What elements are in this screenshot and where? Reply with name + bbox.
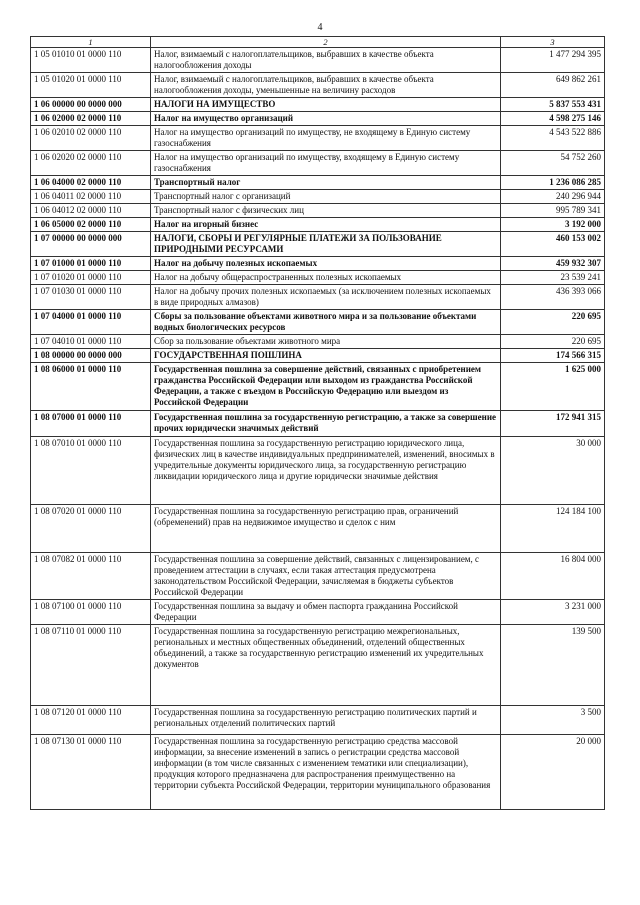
- revenue-amount: 54 752 260: [501, 151, 605, 176]
- revenue-code: 1 07 04010 01 0000 110: [31, 334, 151, 348]
- column-number-1: 1: [31, 37, 151, 48]
- revenue-amount: 139 500: [501, 624, 605, 705]
- revenue-code: 1 06 05000 02 0000 110: [31, 218, 151, 232]
- revenue-code: 1 06 02010 02 0000 110: [31, 126, 151, 151]
- revenue-code: 1 07 01030 01 0000 110: [31, 284, 151, 309]
- revenue-code: 1 08 07010 01 0000 110: [31, 436, 151, 504]
- table-header-row: [31, 37, 605, 48]
- revenue-code: 1 05 01010 01 0000 110: [31, 48, 151, 73]
- revenue-name: Налог, взимаемый с налогоплательщиков, выбравших в качестве объекта налогообложения доходы, уменьшенные на величину расходов: [151, 73, 501, 98]
- revenue-code: 1 08 00000 00 0000 000: [31, 348, 151, 362]
- table-row: [31, 504, 605, 552]
- revenue-amount: 4 598 275 146: [501, 112, 605, 126]
- revenue-amount: 16 804 000: [501, 552, 605, 599]
- revenue-name: Государственная пошлина за государственную регистрацию юридического лица, физических лиц в качестве индивидуальных предпринимателей, изменений, вносимых в учредительные документы юридического лица, за государственную регистрацию ликвидации юридического лица и другие юридически значимые действия: [151, 436, 501, 504]
- revenue-code: 1 06 04012 02 0000 110: [31, 204, 151, 218]
- revenue-code: 1 05 01020 01 0000 110: [31, 73, 151, 98]
- revenue-amount: 995 789 341: [501, 204, 605, 218]
- table-row: [31, 309, 605, 334]
- table-row: [31, 190, 605, 204]
- revenue-name: Налог на добычу полезных ископаемых: [151, 257, 501, 271]
- table-row: [31, 552, 605, 599]
- revenue-code: 1 08 07000 01 0000 110: [31, 410, 151, 436]
- table-row: [31, 98, 605, 112]
- budget-revenue-table: [30, 36, 605, 810]
- revenue-code: 1 08 07082 01 0000 110: [31, 552, 151, 599]
- revenue-amount: 436 393 066: [501, 284, 605, 309]
- revenue-code: 1 08 07110 01 0000 110: [31, 624, 151, 705]
- revenue-name: Транспортный налог с физических лиц: [151, 204, 501, 218]
- table-row: [31, 218, 605, 232]
- revenue-name: Налог на имущество организаций по имуществу, не входящему в Единую систему газоснабжения: [151, 126, 501, 151]
- revenue-amount: 3 192 000: [501, 218, 605, 232]
- revenue-code: 1 06 02000 02 0000 110: [31, 112, 151, 126]
- table-row: [31, 176, 605, 190]
- revenue-amount: 30 000: [501, 436, 605, 504]
- revenue-code: 1 06 04000 02 0000 110: [31, 176, 151, 190]
- column-number-3: 3: [501, 37, 605, 48]
- revenue-amount: 5 837 553 431: [501, 98, 605, 112]
- table-row: [31, 232, 605, 257]
- revenue-code: 1 08 07120 01 0000 110: [31, 705, 151, 734]
- revenue-code: 1 08 07020 01 0000 110: [31, 504, 151, 552]
- table-row: [31, 48, 605, 73]
- revenue-code: 1 07 01000 01 0000 110: [31, 257, 151, 271]
- table-row: [31, 73, 605, 98]
- revenue-name: Сбор за пользование объектами животного мира: [151, 334, 501, 348]
- revenue-amount: 1 625 000: [501, 362, 605, 410]
- table-row: [31, 126, 605, 151]
- revenue-amount: 649 862 261: [501, 73, 605, 98]
- revenue-name: Государственная пошлина за выдачу и обмен паспорта гражданина Российской Федерации: [151, 599, 501, 624]
- revenue-amount: 1 236 086 285: [501, 176, 605, 190]
- revenue-name: Налог на добычу общераспространенных полезных ископаемых: [151, 271, 501, 285]
- revenue-amount: 3 231 000: [501, 599, 605, 624]
- revenue-name: Налог, взимаемый с налогоплательщиков, выбравших в качестве объекта налогообложения доходы: [151, 48, 501, 73]
- table-row: [31, 271, 605, 285]
- table-row: [31, 624, 605, 705]
- revenue-name: Сборы за пользование объектами животного мира и за пользование объектами водных биологических ресурсов: [151, 309, 501, 334]
- revenue-name: Государственная пошлина за государственную регистрацию средства массовой информации, за внесение изменений в запись о регистрации средства массовой информации (в том числе связанных с изменением тематики или специализации), продукция которого предназначена для распространения преимущественно на территории субъекта Российской Федерации, территории муниципального образования: [151, 734, 501, 809]
- revenue-code: 1 07 01020 01 0000 110: [31, 271, 151, 285]
- revenue-code: 1 07 00000 00 0000 000: [31, 232, 151, 257]
- revenue-amount: 172 941 315: [501, 410, 605, 436]
- revenue-code: 1 06 04011 02 0000 110: [31, 190, 151, 204]
- revenue-name: Транспортный налог: [151, 176, 501, 190]
- revenue-amount: 124 184 100: [501, 504, 605, 552]
- revenue-amount: 220 695: [501, 309, 605, 334]
- table-row: [31, 436, 605, 504]
- revenue-name: Налог на имущество организаций: [151, 112, 501, 126]
- revenue-code: 1 06 00000 00 0000 000: [31, 98, 151, 112]
- revenue-name: Государственная пошлина за государственную регистрацию межрегиональных, региональных и местных общественных объединений, отделений общественных объединений, а также за государственную регистрацию изменений их учредительных документов: [151, 624, 501, 705]
- revenue-amount: 20 000: [501, 734, 605, 809]
- table-row: [31, 284, 605, 309]
- column-number-2: 2: [151, 37, 501, 48]
- revenue-amount: 220 695: [501, 334, 605, 348]
- table-row: [31, 334, 605, 348]
- revenue-name: Налог на имущество организаций по имуществу, входящему в Единую систему газоснабжения: [151, 151, 501, 176]
- revenue-code: 1 06 02020 02 0000 110: [31, 151, 151, 176]
- table-row: [31, 257, 605, 271]
- table-row: [31, 362, 605, 410]
- table-row: [31, 599, 605, 624]
- table-row: [31, 348, 605, 362]
- revenue-code: 1 08 07130 01 0000 110: [31, 734, 151, 809]
- revenue-name: Транспортный налог с организаций: [151, 190, 501, 204]
- page-number: 4: [317, 22, 323, 33]
- revenue-amount: 240 296 944: [501, 190, 605, 204]
- revenue-code: 1 08 07100 01 0000 110: [31, 599, 151, 624]
- revenue-name: НАЛОГИ, СБОРЫ И РЕГУЛЯРНЫЕ ПЛАТЕЖИ ЗА ПОЛЬЗОВАНИЕ ПРИРОДНЫМИ РЕСУРСАМИ: [151, 232, 501, 257]
- table-row: [31, 410, 605, 436]
- table-row: [31, 734, 605, 809]
- revenue-name: Государственная пошлина за государственную регистрацию, а также за совершение прочих юридически значимых действий: [151, 410, 501, 436]
- revenue-name: Государственная пошлина за государственную регистрацию политических партий и региональных отделений политических партий: [151, 705, 501, 734]
- revenue-amount: 174 566 315: [501, 348, 605, 362]
- revenue-code: 1 07 04000 01 0000 110: [31, 309, 151, 334]
- table-row: [31, 204, 605, 218]
- revenue-amount: 3 500: [501, 705, 605, 734]
- revenue-name: НАЛОГИ НА ИМУЩЕСТВО: [151, 98, 501, 112]
- revenue-name: ГОСУДАРСТВЕННАЯ ПОШЛИНА: [151, 348, 501, 362]
- revenue-amount: 4 543 522 886: [501, 126, 605, 151]
- revenue-name: Государственная пошлина за государственную регистрацию прав, ограничений (обременений) прав на недвижимое имущество и сделок с ним: [151, 504, 501, 552]
- table-row: [31, 151, 605, 176]
- table-row: [31, 112, 605, 126]
- revenue-amount: 459 932 307: [501, 257, 605, 271]
- revenue-amount: 460 153 002: [501, 232, 605, 257]
- revenue-name: Налог на игорный бизнес: [151, 218, 501, 232]
- revenue-amount: 1 477 294 395: [501, 48, 605, 73]
- revenue-name: Государственная пошлина за совершение действий, связанных с приобретением гражданства Российской Федерации или выходом из гражданства Российской Федерации, а также с въездом в Российскую Федерацию или выездом из Российской Федерации: [151, 362, 501, 410]
- revenue-code: 1 08 06000 01 0000 110: [31, 362, 151, 410]
- revenue-name: Государственная пошлина за совершение действий, связанных с лицензированием, с проведением аттестации в случаях, если такая аттестация предусмотрена законодательством Российской Федерации, зачисляемая в бюджеты субъектов Российской Федерации: [151, 552, 501, 599]
- revenue-name: Налог на добычу прочих полезных ископаемых (за исключением полезных ископаемых в виде природных алмазов): [151, 284, 501, 309]
- revenue-amount: 23 539 241: [501, 271, 605, 285]
- table-row: [31, 705, 605, 734]
